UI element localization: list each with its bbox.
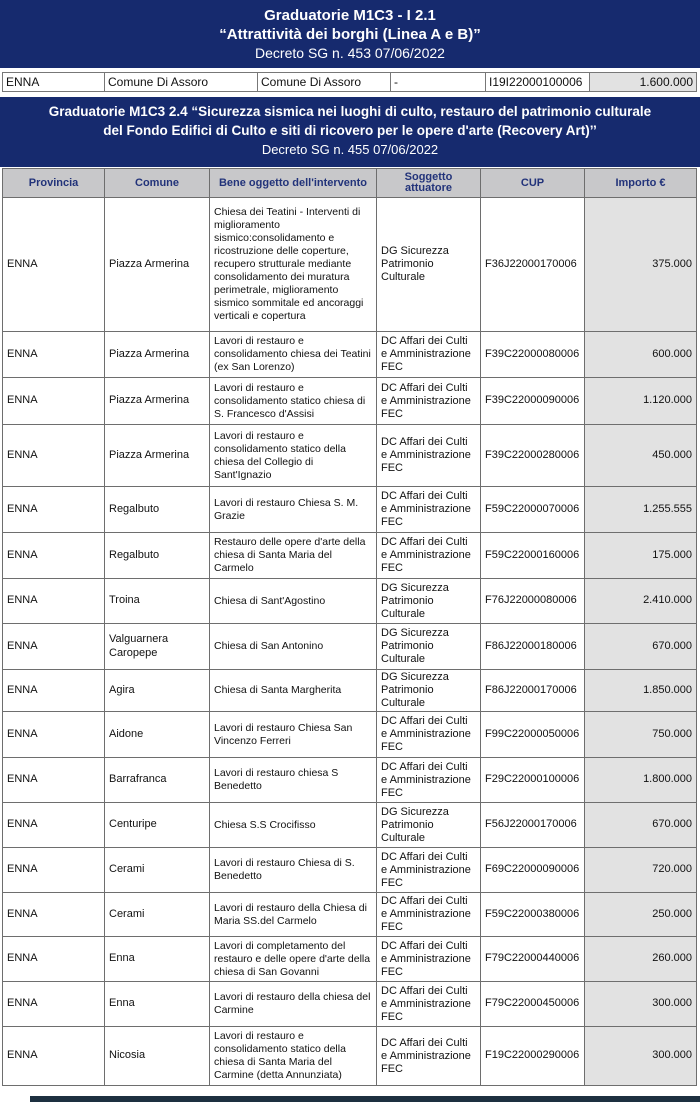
cell-provincia: ENNA <box>3 425 105 487</box>
table-row <box>3 198 697 332</box>
cell-soggetto: DC Affari dei Culti e Amministrazione FEC <box>377 758 481 803</box>
cell-bene: Lavori di restauro e consolidamento chiesa dei Teatini (ex San Lorenzo) <box>210 332 377 378</box>
cell-provincia: ENNA <box>3 670 105 712</box>
cell-cup: F59C22000380006 <box>481 893 585 937</box>
cell-importo: 1.600.000 <box>590 73 697 92</box>
section-b-title-band <box>0 97 700 167</box>
section-a-title: Graduatorie M1C3 - I 2.1 <box>264 7 436 24</box>
cell-comune: Aidone <box>105 712 210 758</box>
cell-importo: 670.000 <box>585 624 697 670</box>
section-b-subtitle: del Fondo Edifici di Culto e siti di ricovero per le opere d'arte (Recovery Art)’’ <box>103 123 597 138</box>
cell-cup: F79C22000440006 <box>481 937 585 982</box>
cell-provincia: ENNA <box>3 487 105 533</box>
cell-cup: F19C22000290006 <box>481 1027 585 1086</box>
section-a-table <box>2 72 697 92</box>
cell-comune: Regalbuto <box>105 533 210 579</box>
cell-comune: Piazza Armerina <box>105 425 210 487</box>
cell-bene: Comune Di Assoro <box>258 73 391 92</box>
cell-importo: 300.000 <box>585 1027 697 1086</box>
cell-comune: Comune Di Assoro <box>105 73 258 92</box>
cell-soggetto: DC Affari dei Culti e Amministrazione FEC <box>377 1027 481 1086</box>
cell-importo: 250.000 <box>585 893 697 937</box>
table-row <box>3 848 697 893</box>
table-row <box>3 937 697 982</box>
cell-provincia: ENNA <box>3 712 105 758</box>
cell-soggetto: DG Sicurezza Patrimonio Culturale <box>377 803 481 848</box>
cell-importo: 720.000 <box>585 848 697 893</box>
cell-soggetto: DC Affari dei Culti e Amministrazione FEC <box>377 982 481 1027</box>
cell-importo: 300.000 <box>585 982 697 1027</box>
cell-bene: Lavori di restauro chiesa S Benedetto <box>210 758 377 803</box>
cell-bene: Lavori di restauro Chiesa S. M. Grazie <box>210 487 377 533</box>
cell-provincia: ENNA <box>3 1027 105 1086</box>
cell-cup: F39C22000090006 <box>481 378 585 425</box>
bottom-edge-bar <box>30 1096 700 1102</box>
cell-cup: F39C22000080006 <box>481 332 585 378</box>
cell-importo: 670.000 <box>585 803 697 848</box>
cell-provincia: ENNA <box>3 579 105 624</box>
cell-provincia: ENNA <box>3 624 105 670</box>
cell-provincia: ENNA <box>3 982 105 1027</box>
header-comune: Comune <box>105 169 210 198</box>
table-row <box>3 332 697 378</box>
cell-importo: 260.000 <box>585 937 697 982</box>
cell-bene: Chiesa di San Antonino <box>210 624 377 670</box>
section-b-table <box>2 168 697 1086</box>
cell-comune: Piazza Armerina <box>105 378 210 425</box>
cell-provincia: ENNA <box>3 332 105 378</box>
cell-provincia: ENNA <box>3 937 105 982</box>
table-row <box>3 982 697 1027</box>
cell-importo: 2.410.000 <box>585 579 697 624</box>
cell-bene: Lavori di restauro e consolidamento statico della chiesa del Collegio di Sant'Ignazio <box>210 425 377 487</box>
cell-soggetto: DC Affari dei Culti e Amministrazione FEC <box>377 487 481 533</box>
table-row <box>3 712 697 758</box>
cell-comune: Troina <box>105 579 210 624</box>
cell-bene: Chiesa S.S Crocifisso <box>210 803 377 848</box>
cell-cup: F59C22000160006 <box>481 533 585 579</box>
cell-importo: 375.000 <box>585 198 697 332</box>
table-row <box>3 487 697 533</box>
cell-cup: F56J22000170006 <box>481 803 585 848</box>
header-provincia: Provincia <box>3 169 105 198</box>
cell-soggetto: DC Affari dei Culti e Amministrazione FEC <box>377 712 481 758</box>
table-row <box>3 758 697 803</box>
cell-soggetto: DC Affari dei Culti e Amministrazione FEC <box>377 848 481 893</box>
cell-comune: Valguarnera Caropepe <box>105 624 210 670</box>
table-row <box>3 73 697 92</box>
table-row <box>3 624 697 670</box>
cell-cup: F29C22000100006 <box>481 758 585 803</box>
cell-provincia: ENNA <box>3 758 105 803</box>
cell-provincia: ENNA <box>3 198 105 332</box>
cell-comune: Regalbuto <box>105 487 210 533</box>
table-row <box>3 893 697 937</box>
cell-soggetto: DG Sicurezza Patrimonio Culturale <box>377 579 481 624</box>
cell-provincia: ENNA <box>3 533 105 579</box>
header-importo: Importo € <box>585 169 697 198</box>
cell-bene: Chiesa di Sant'Agostino <box>210 579 377 624</box>
table-row <box>3 533 697 579</box>
cell-bene: Lavori di restauro e consolidamento statico chiesa di S. Francesco d'Assisi <box>210 378 377 425</box>
table-row <box>3 670 697 712</box>
cell-cup: F79C22000450006 <box>481 982 585 1027</box>
cell-soggetto: DG Sicurezza Patrimonio Culturale <box>377 624 481 670</box>
cell-bene: Lavori di restauro e consolidamento statico della chiesa di Santa Maria del Carmine (detta Annunziata) <box>210 1027 377 1086</box>
cell-provincia: ENNA <box>3 848 105 893</box>
cell-importo: 600.000 <box>585 332 697 378</box>
cell-comune: Nicosia <box>105 1027 210 1086</box>
cell-importo: 750.000 <box>585 712 697 758</box>
cell-cup: F86J22000180006 <box>481 624 585 670</box>
section-b-decree: Decreto SG n. 455 07/06/2022 <box>261 142 439 157</box>
cell-provincia: ENNA <box>3 893 105 937</box>
cell-importo: 1.120.000 <box>585 378 697 425</box>
table-row <box>3 803 697 848</box>
cell-comune: Centuripe <box>105 803 210 848</box>
cell-provincia: ENNA <box>3 803 105 848</box>
cell-importo: 1.800.000 <box>585 758 697 803</box>
cell-bene: Lavori di restauro della Chiesa di Maria SS.del Carmelo <box>210 893 377 937</box>
cell-comune: Agira <box>105 670 210 712</box>
cell-bene: Chiesa di Santa Margherita <box>210 670 377 712</box>
table-row <box>3 579 697 624</box>
cell-provincia: ENNA <box>3 378 105 425</box>
cell-soggetto: - <box>391 73 486 92</box>
cell-soggetto: DC Affari dei Culti e Amministrazione FEC <box>377 937 481 982</box>
cell-cup: I19I22000100006 <box>486 73 590 92</box>
cell-soggetto: DC Affari dei Culti e Amministrazione FEC <box>377 332 481 378</box>
cell-soggetto: DG Sicurezza Patrimonio Culturale <box>377 670 481 712</box>
cell-soggetto: DC Affari dei Culti e Amministrazione FEC <box>377 425 481 487</box>
cell-comune: Piazza Armerina <box>105 332 210 378</box>
cell-cup: F99C22000050006 <box>481 712 585 758</box>
cell-comune: Piazza Armerina <box>105 198 210 332</box>
header-soggetto: Soggetto attuatore <box>377 169 481 198</box>
table-header-row <box>3 169 697 198</box>
header-cup: CUP <box>481 169 585 198</box>
table-row <box>3 378 697 425</box>
cell-provincia: ENNA <box>3 73 105 92</box>
cell-bene: Lavori di restauro Chiesa San Vincenzo Ferreri <box>210 712 377 758</box>
cell-importo: 175.000 <box>585 533 697 579</box>
cell-bene: Lavori di completamento del restauro e delle opere d'arte della chiesa di San Govanni <box>210 937 377 982</box>
table-row <box>3 425 697 487</box>
cell-comune: Cerami <box>105 848 210 893</box>
cell-comune: Barrafranca <box>105 758 210 803</box>
cell-cup: F76J22000080006 <box>481 579 585 624</box>
cell-bene: Restauro delle opere d'arte della chiesa di Santa Maria del Carmelo <box>210 533 377 579</box>
cell-comune: Enna <box>105 937 210 982</box>
cell-importo: 450.000 <box>585 425 697 487</box>
cell-soggetto: DC Affari dei Culti e Amministrazione FEC <box>377 533 481 579</box>
cell-soggetto: DC Affari dei Culti e Amministrazione FEC <box>377 893 481 937</box>
cell-cup: F69C22000090006 <box>481 848 585 893</box>
cell-soggetto: DG Sicurezza Patrimonio Culturale <box>377 198 481 332</box>
cell-cup: F86J22000170006 <box>481 670 585 712</box>
table-body <box>3 198 697 1086</box>
cell-cup: F59C22000070006 <box>481 487 585 533</box>
cell-importo: 1.255.555 <box>585 487 697 533</box>
section-b-title: Graduatorie M1C3 2.4 “Sicurezza sismica nei luoghi di culto, restauro del patrimonio culturale <box>48 104 652 119</box>
cell-importo: 1.850.000 <box>585 670 697 712</box>
cell-soggetto: DC Affari dei Culti e Amministrazione FEC <box>377 378 481 425</box>
cell-bene: Lavori di restauro della chiesa del Carmine <box>210 982 377 1027</box>
table-row <box>3 1027 697 1086</box>
section-a-title-band <box>0 0 700 68</box>
cell-comune: Enna <box>105 982 210 1027</box>
cell-cup: F39C22000280006 <box>481 425 585 487</box>
section-a-subtitle: “Attrattività dei borghi (Linea A e B)” <box>219 26 481 43</box>
cell-cup: F36J22000170006 <box>481 198 585 332</box>
section-a-decree: Decreto SG n. 453 07/06/2022 <box>255 45 445 61</box>
cell-bene: Lavori di restauro Chiesa di S. Benedetto <box>210 848 377 893</box>
header-bene: Bene oggetto dell'intervento <box>210 169 377 198</box>
cell-comune: Cerami <box>105 893 210 937</box>
cell-bene: Chiesa dei Teatini - Interventi di miglioramento sismico:consolidamento e ricostruzione delle coperture, recupero strutturale mediante consolidamento dei muratura perimetrale, miglioramento sismico sommitale ed ancoraggi verticali e copertura <box>210 198 377 332</box>
